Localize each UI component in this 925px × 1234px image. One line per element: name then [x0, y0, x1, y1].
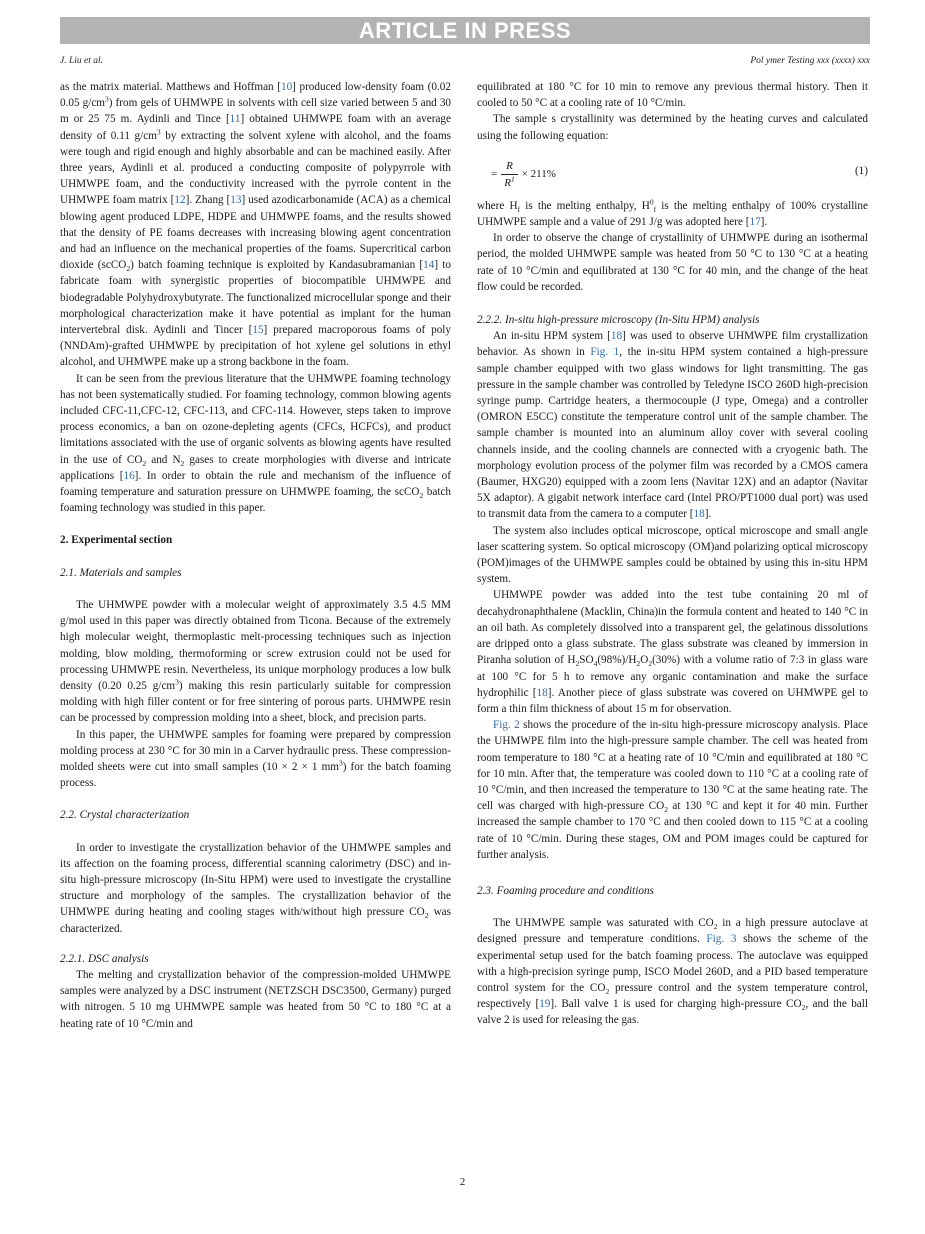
- paragraph: The melting and crystallization behavior of the compression-molded UHMWPE samples were analyzed by a DSC instrument (NETZSCH DSC3500, Germany) purged with nitrogen. 5 10 mg UHMWPE sample was heated from 50 °C to 180 °C at a heating rate of 10 °C/min and: [60, 968, 451, 1030]
- running-head-journal: Pol ymer Testing xxx (xxxx) xxx: [750, 56, 870, 66]
- citation-link[interactable]: 18: [693, 508, 705, 521]
- paragraph: UHMWPE powder was added into the test tube containing 20 ml of decahydronaphthalene (Macklin, China)in the formula content and heated to 140 °C in an oil bath. As completely dissolved into a transparent gel, the gelatinous dissolutions are dripped onto a glass substrate. The glass substrate was cleaned by immersion in Piranha solution of $H_2SO_4(98\%)/H_2O_2(30\%)$ with a volume ratio of 7:3 in glass ware at 100 °C for 5 h to remove any organic contamination and make the surface hydrophilic [18]. Another piece of glass substrate was covered on UHMWPE gel to form a thin film thickness of about 15 m for observation.: [477, 589, 868, 715]
- section-heading: 2. Experimental section: [60, 534, 173, 547]
- paragraph: equilibrated at 180 °C for 10 min to remove any previous thermal history. Then it cooled to 50 °C at a cooling rate of 10 °C/min.: [477, 81, 868, 110]
- right-column: [477, 79, 868, 1029]
- figure-link[interactable]: Fig. 1: [590, 346, 620, 359]
- running-head-authors: J. Liu et al.: [60, 56, 104, 66]
- citation-link[interactable]: 10: [280, 81, 293, 93]
- equation-numerator: R: [501, 158, 517, 175]
- paragraph: The UHMWPE powder with a molecular weight of approximately 3.5 4.5 MM g/mol used in this paper was directly obtained from Ticona. Because of the extremely high molecular weight, thermoplastic melt-processing techniques such as injection molding, blow molding, thermoforming or screw extrusion could not be used for processing UHMWPE resin. Nevertheless, its unique morphology produces a low bulk density (0.20 0.25 $g/cm^3$) making this resin particularly suitable for compression molding with high filler content or for free sintering of porous parts. UHMWPE resin can be processed by compression molding into a sheet, block, and precision parts.: [60, 598, 451, 725]
- paragraph: In order to observe the change of crystallinity of UHMWPE during an isothermal period, the molded UHMWPE sample was heated from 50 °C to 130 °C at a heating rate of 10 °C/min and equilibrated at 130 °C for 40 min, and the change of the heat flow could be recorded.: [477, 232, 868, 293]
- citation-link[interactable]: 19: [539, 998, 551, 1011]
- paragraph: In this paper, the UHMWPE samples for foaming were prepared by compression molding process at 230 °C for 30 min in a Carver hydraulic press. These compression-molded sheets were cut into small samples (10 × 2 × 1 $mm^3$) for the batch foaming process.: [60, 728, 451, 790]
- paragraph: The sample s crystallinity was determined by the heating curves and calculated using the following equation:: [477, 113, 868, 142]
- subsection-heading: 2.3. Foaming procedure and conditions: [477, 884, 654, 897]
- subsubsection-heading: 2.2.2. In-situ high-pressure microscopy (In-Situ HPM) analysis: [477, 314, 760, 327]
- paragraph: An in-situ HPM system [18] was used to observe UHMWPE film crystallization behavior. As shown in Fig. 1, the in-situ HPM system contained a high-pressure sample chamber equipped with two glass windows for light transmitting. The gas pressure in the sample chamber was controlled by Teledyne ISCO 260D high-precision syringe pump. Cartridge heaters, a thermocouple (J type, Omega) and a controller (OMRON E5CC) constitute the temperature control unit of the sample chamber. The sample chamber is mounted into an aluminum alloy cover with several cooling channels inside, and the cooling channels are connected with a cryogenic bath. The morphology evolution process of the polymer film was recorded by a CMOS camera (Baumer, HXG20) equipped with a zoom lens (Navitar 12X) and an adaptor (Navitar 5X adaptor). A gigabit network interface card (Intel PRO/PT1000 dual port) was used to transmit data from the camera to a computer [18].: [477, 330, 868, 521]
- citation-link[interactable]: 18: [610, 330, 623, 343]
- paragraph: The UHMWPE sample was saturated with $CO_2$ in a high pressure autoclave at designed pressure and temperature conditions. Fig. 3 shows the scheme of the experimental setup used for the batch foaming process. The autoclave was equipped with a high-precision syringe pump, ISCO Model 260D, and a PID based temperature control system for the $CO_2$ pressure control and the system temperature control, respectively [19]. Ball valve 1 is used for charging high-pressure $CO_2$, and the ball valve 2 is used for releasing the gas.: [477, 917, 868, 1027]
- paragraph: as the matrix material. Matthews and Hoffman [10] produced low-density foam (0.02 0.05 $g/cm^3$) from gels of UHMWPE in solvents with cell size varied between 5 and 30 m or 25 75 m. Aydinli and Tince [11] obtained UHMWPE foam with an average density of 0.11 $g/cm^3$ by extracting the solvent xylene with alcohol, and the foams were tough and rigid enough and highly absorbable and can be machined easily. After three years, Aydinli et al. produced a conducting composite of polypyrrole with UHMWPE foam, and the conductivity increased with the pyrrole content in the UHMWPE foam matrix [12]. Zhang [13] used azodicarbonamide (ACA) as a chemical blowing agent produced LDPE, HDPE and UHMWPE foams, and the results showed that the density of PE foams decreases with increasing blowing agent concentration and had an influence on the mechanical properties of the foams. Supercritical carbon dioxide (scCO$_2$) batch foaming technique is exploited by Kandasubramanian [14] to fabricate foam with synergistic properties of biocompatible UHMWPE and biodegradable Polyhydroxybutyrate. The functionalized microcellular sponge and their morphological characterization make it have potential as implant for the human intervertebral disk. Aydinli and Tincer [15] prepared macroporous foams of poly (NNDAm)-grafted UHMWPE by precipitation of hot xylene gel solutions in ethyl alcohol, and UHMWPE make up a strong backbone in the foam.: [60, 81, 452, 369]
- citation-link[interactable]: 11: [229, 113, 241, 126]
- subsection-heading: 2.2. Crystal characterization: [60, 809, 190, 822]
- subsection-heading: 2.1. Materials and samples: [60, 566, 182, 579]
- figure-link[interactable]: Fig. 3: [706, 933, 737, 946]
- citation-link[interactable]: 12: [174, 194, 186, 207]
- equation-denominator: $R^1$: [504, 174, 515, 190]
- equation-rhs: × 211%: [521, 168, 556, 181]
- paragraph: where $H_f$ is the melting enthalpy, $H^0_f$ is the melting enthalpy of 100% crystalline UHMWPE sample and a value of 291 J/g was adopted here [17].: [477, 197, 868, 229]
- paragraph: Fig. 2 shows the procedure of the in-situ high-pressure microscopy analysis. Place the UHMWPE film into the high-pressure sample chamber. The cell was heated from room temperature to 180 °C at a heating rate of 10 °C/min and equilibrated at 180 °C for 10 min. After that, the temperature was cooled down to 110 °C at a cooling rate of 10 °C/min, and then increased the temperature to 130 °C at the same heating rate. The cell was charged with high-pressure $CO_2$ at 130 °C and kept it for 40 min. Further increased the sample chamber to 170 °C and then cooled down to 115 °C at a cooling rate of 10 °C/min. During these stages, OM and POM images could be captured for further analysis.: [477, 719, 868, 861]
- equation-number: (1): [854, 164, 868, 177]
- equation-1: [477, 154, 868, 188]
- citation-link[interactable]: 16: [123, 469, 135, 482]
- citation-link[interactable]: 15: [252, 324, 264, 337]
- paragraph: The system also includes optical microscope, optical microscope and small angle laser scattering system. So optical microscopy (OM)and polarizing optical microscopy (POM)images of the UHMWPE samples could be obtained by using this in-situ HPM system.: [477, 524, 868, 586]
- citation-link[interactable]: 13: [230, 194, 242, 207]
- equation-fraction: [501, 158, 517, 191]
- figure-link[interactable]: Fig. 2: [493, 719, 520, 732]
- equation-lhs: =: [491, 168, 498, 181]
- citation-link[interactable]: 14: [423, 259, 435, 272]
- paragraph: It can be seen from the previous literature that the UHMWPE foaming technology has not been systematically studied. For foaming technology, common blowing agents included CFC-11,CFC-12, CFC-113, and CFC-114. However, steps taken to improve process economics, a ban on ozone-depleting agents (CFCs, HCFCs), and product limitations associated with the use of organic solvents as blowing agents have resulted in the use of $CO_2$ and $N_2$ gases to create morphologies with diverse and intricate applications [16]. In order to obtain the rule and mechanism of the influence of foaming temperature and saturation pressure on UHMWPE foaming, the scCO$_2$ batch foaming technology was studied in this paper.: [60, 372, 452, 515]
- article-in-press-banner: ARTICLE IN PRESS: [60, 17, 870, 44]
- paragraph: In order to investigate the crystallization behavior of the UHMWPE samples and its affection on the foaming process, differential scanning calorimetry (DSC) and in-situ high-pressure microscopy (In-Situ HPM) were used to investigate the crystalline structure and morphology of the samples. The crystallization behavior of the UHMWPE during heating and cooling stages with/without high pressure $CO_2$ was characterized.: [60, 841, 451, 935]
- left-column: [60, 79, 451, 1032]
- citation-link[interactable]: 18: [536, 686, 548, 699]
- citation-link[interactable]: 17: [749, 216, 761, 229]
- page-number: 2: [459, 1176, 466, 1188]
- subsubsection-heading: 2.2.1. DSC analysis: [60, 952, 149, 965]
